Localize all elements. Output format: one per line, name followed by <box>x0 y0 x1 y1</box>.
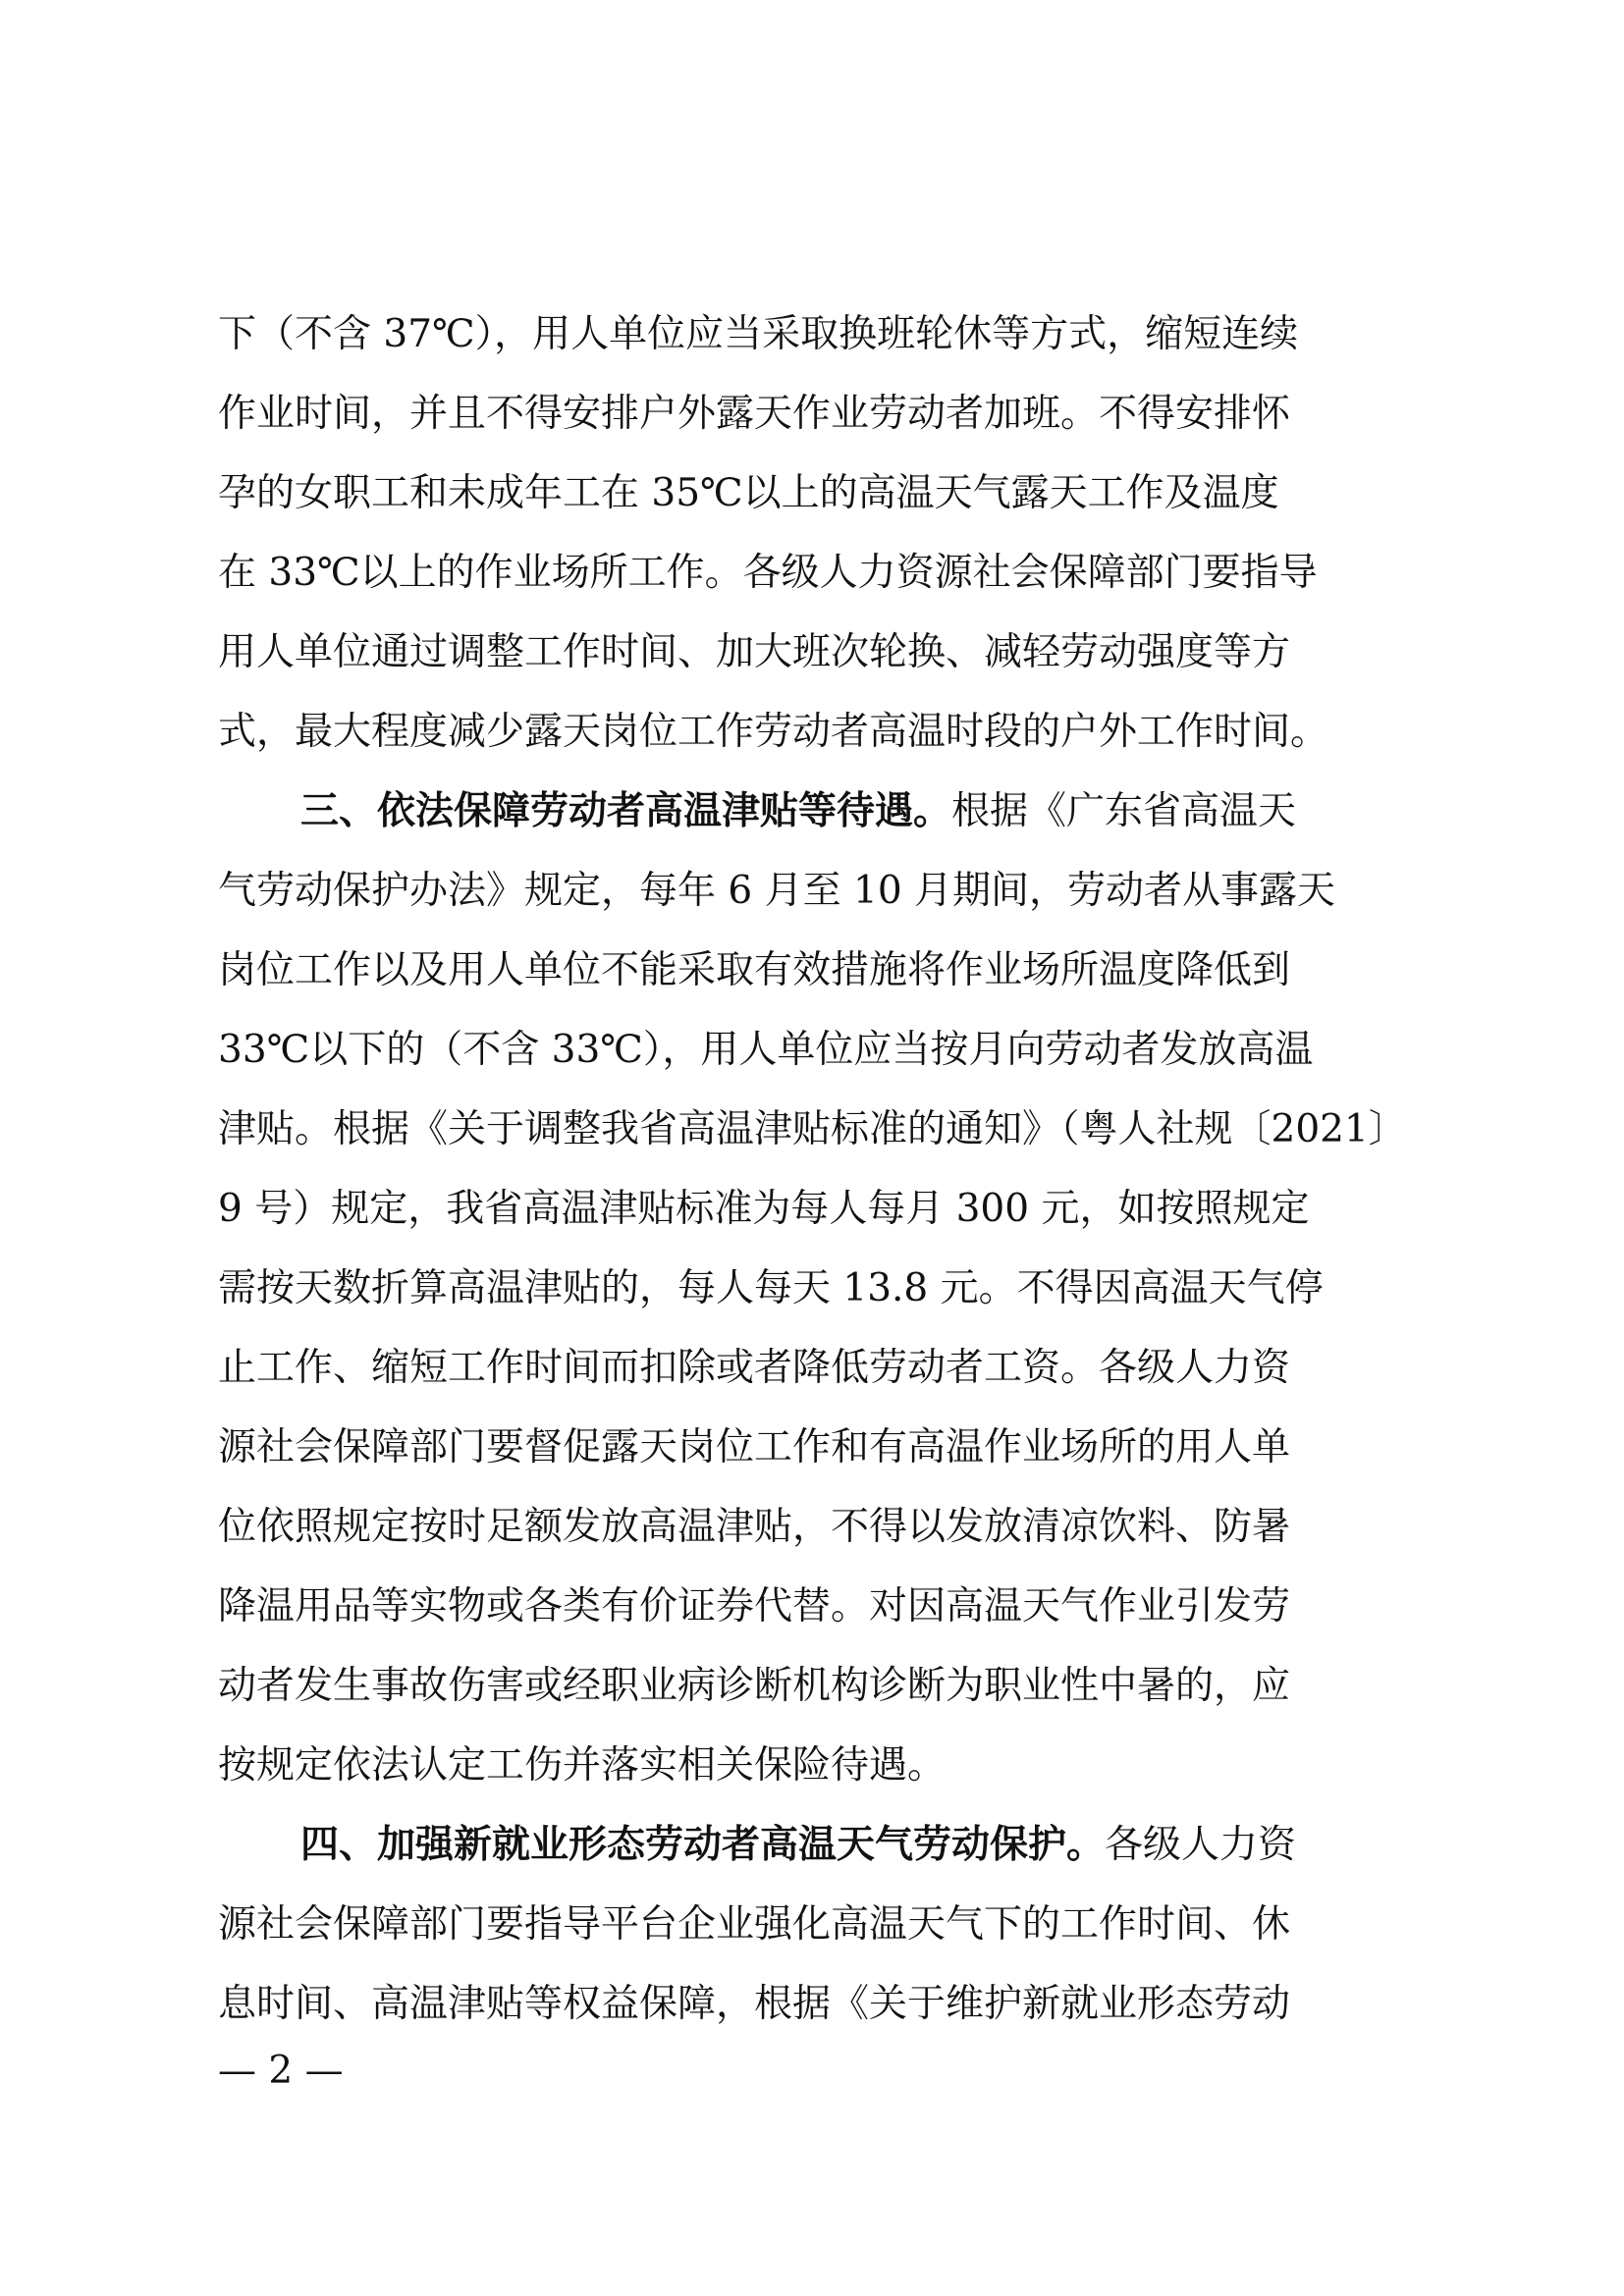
paragraph-line: 降温用品等实物或各类有价证券代替。对因高温天气作业引发劳 <box>218 1584 1291 1629</box>
paragraph-line: 式，最大程度减少露天岗位工作劳动者高温时段的户外工作时间。 <box>218 710 1329 754</box>
section-3-lead-text: 根据《广东省高温天 <box>951 789 1297 833</box>
section-4-lead-text: 各级人力资 <box>1105 1823 1297 1867</box>
paragraph-line: 作业时间，并且不得安排户外露天作业劳动者加班。不得安排怀 <box>218 392 1291 436</box>
paragraph-line: 动者发生事故伤害或经职业病诊断机构诊断为职业性中暑的，应 <box>218 1664 1291 1708</box>
paragraph-line: 止工作、缩短工作时间而扣除或者降低劳动者工资。各级人力资 <box>218 1346 1291 1390</box>
paragraph-line: 津贴。根据《关于调整我省高温津贴标准的通知》（粤人社规〔2021〕 <box>218 1107 1407 1151</box>
section-4-first-line <box>218 1805 1426 1885</box>
page-number: — 2 — <box>218 2049 344 2093</box>
paragraph-line: 33℃以下的（不含 33℃），用人单位应当按月向劳动者发放高温 <box>218 1028 1314 1072</box>
paragraph-line: 下（不含 37℃），用人单位应当采取换班轮休等方式，缩短连续 <box>218 312 1299 356</box>
paragraph-line: 在 33℃以上的作业场所工作。各级人力资源社会保障部门要指导 <box>218 551 1318 595</box>
paragraph-line: 岗位工作以及用人单位不能采取有效措施将作业场所温度降低到 <box>218 948 1291 992</box>
paragraph-line: 9 号）规定，我省高温津贴标准为每人每月 300 元，如按照规定 <box>218 1187 1310 1231</box>
paragraph-line: 气劳动保护办法》规定，每年 6 月至 10 月期间，劳动者从事露天 <box>218 869 1336 913</box>
paragraph-line: 位依照规定按时足额发放高温津贴，不得以发放清凉饮料、防暑 <box>218 1505 1291 1549</box>
paragraph-line: 源社会保障部门要督促露天岗位工作和有高温作业场所的用人单 <box>218 1425 1291 1469</box>
section-3-first-line <box>218 772 1426 851</box>
paragraph-line: 需按天数折算高温津贴的，每人每天 13.8 元。不得因高温天气停 <box>218 1266 1324 1310</box>
paragraph-line: 用人单位通过调整工作时间、加大班次轮换、减轻劳动强度等方 <box>218 630 1291 674</box>
document-body <box>218 294 1426 2044</box>
paragraph-line: 息时间、高温津贴等权益保障，根据《关于维护新就业形态劳动 <box>218 1982 1291 2026</box>
section-4-heading: 四、加强新就业形态劳动者高温天气劳动保护。 <box>300 1823 1106 1867</box>
paragraph-line: 按规定依法认定工伤并落实相关保险待遇。 <box>218 1743 947 1788</box>
section-3-heading: 三、依法保障劳动者高温津贴等待遇。 <box>300 789 952 833</box>
paragraph-line: 源社会保障部门要指导平台企业强化高温天气下的工作时间、休 <box>218 1902 1291 1947</box>
paragraph-line: 孕的女职工和未成年工在 35℃以上的高温天气露天工作及温度 <box>218 471 1279 515</box>
